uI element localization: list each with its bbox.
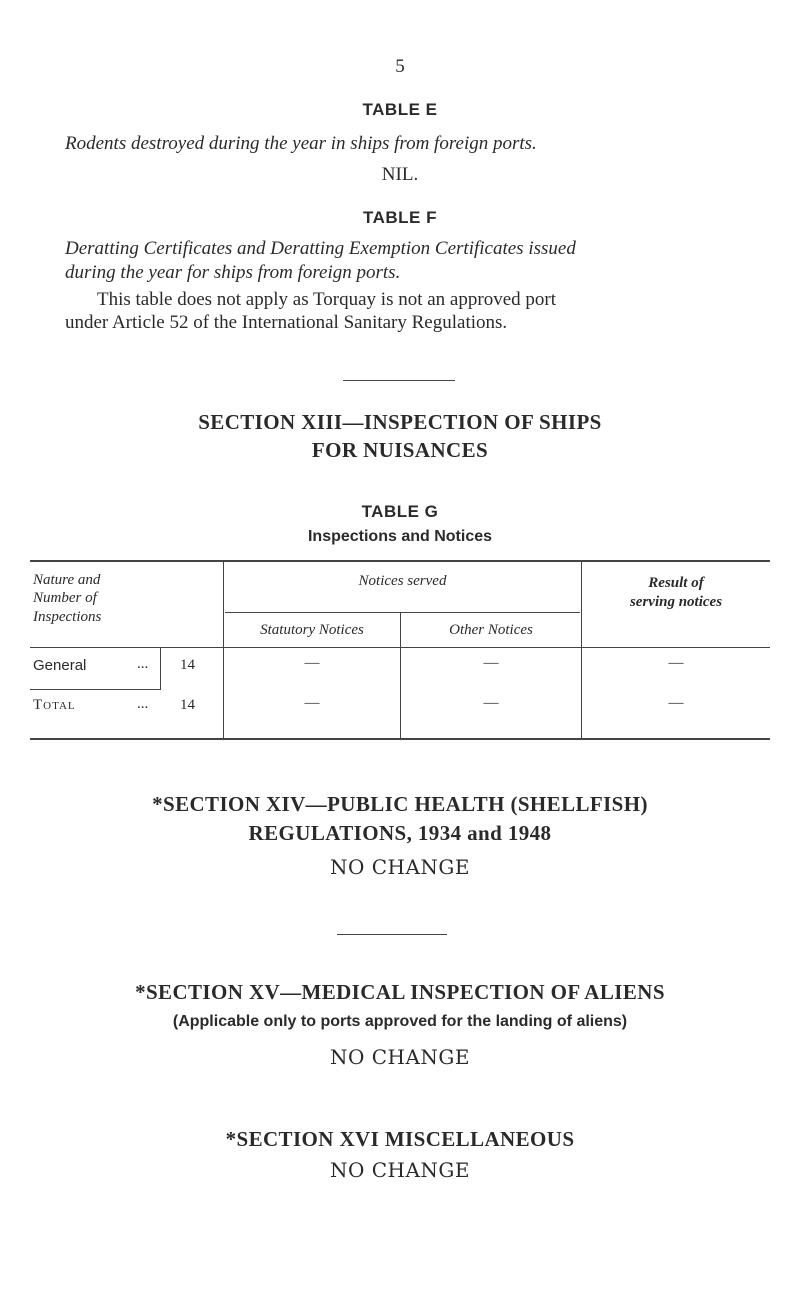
row-general-other: —	[483, 655, 499, 671]
table-e-heading: TABLE E	[362, 100, 438, 119]
section-xv-subtitle: (Applicable only to ports approved for the landing of aliens)	[172, 1013, 628, 1030]
col-rule-label	[160, 648, 161, 690]
row-total-number: 14	[180, 697, 195, 713]
page-number: 5	[395, 56, 405, 77]
table-e-value: NIL.	[381, 164, 419, 185]
table-g-heading: TABLE G	[361, 502, 439, 521]
header-nature-line2: Number of	[33, 590, 97, 606]
row-general-result: —	[668, 655, 684, 671]
row-total-other: —	[483, 695, 499, 711]
header-nature-line1: Nature and	[33, 572, 101, 588]
header-result-line2: serving notices	[629, 594, 723, 610]
divider	[337, 934, 447, 935]
table-bottom-rule	[30, 738, 770, 740]
row-general-number: 14	[180, 657, 195, 673]
section-xiii-title-line2: FOR NUISANCES	[311, 438, 489, 462]
row-general-dots: ...	[137, 656, 149, 672]
row-general-statutory: —	[304, 655, 320, 671]
notices-subheader-rule	[225, 612, 580, 613]
section-xvi-title: *SECTION XVI MISCELLANEOUS	[225, 1127, 575, 1151]
header-other-notices: Other Notices	[449, 622, 533, 638]
header-nature-line3: Inspections	[33, 609, 102, 625]
table-e-caption: Rodents destroyed during the year in ships from foreign ports.	[65, 133, 537, 154]
row-total-result: —	[668, 695, 684, 711]
section-xiii-title-line1: SECTION XIII—INSPECTION OF SHIPS	[198, 410, 602, 434]
divider	[343, 380, 455, 381]
row-general-label: General	[33, 657, 87, 674]
table-top-rule	[30, 560, 770, 562]
section-xvi-status: NO CHANGE	[329, 1158, 471, 1182]
section-xv-status: NO CHANGE	[329, 1045, 471, 1069]
table-f-note-line1: This table does not apply as Torquay is not an approved port	[97, 289, 556, 310]
header-notices-served: Notices served	[358, 573, 447, 589]
table-f-caption-line1: Deratting Certificates and Deratting Exemption Certificates issued	[65, 238, 576, 259]
section-xv-title: *SECTION XV—MEDICAL INSPECTION OF ALIENS	[135, 980, 665, 1004]
section-xiv-title-line1: *SECTION XIV—PUBLIC HEALTH (SHELLFISH)	[152, 792, 648, 816]
header-result-line1: Result of	[648, 575, 704, 591]
table-f-heading: TABLE F	[362, 208, 437, 227]
table-g-subheading: Inspections and Notices	[307, 528, 493, 545]
row-total-dots: ...	[137, 696, 149, 712]
row-total-statutory: —	[304, 695, 320, 711]
table-f-caption-line2: during the year for ships from foreign ports.	[65, 262, 401, 283]
table-f-note-line2: under Article 52 of the International Sanitary Regulations.	[65, 312, 508, 333]
section-xiv-status: NO CHANGE	[329, 855, 471, 879]
row-total-label: Total	[33, 697, 76, 713]
row-separator-rule	[30, 689, 160, 690]
section-xiv-title-line2: REGULATIONS, 1934 and 1948	[248, 821, 552, 845]
header-statutory-notices: Statutory Notices	[260, 622, 364, 638]
